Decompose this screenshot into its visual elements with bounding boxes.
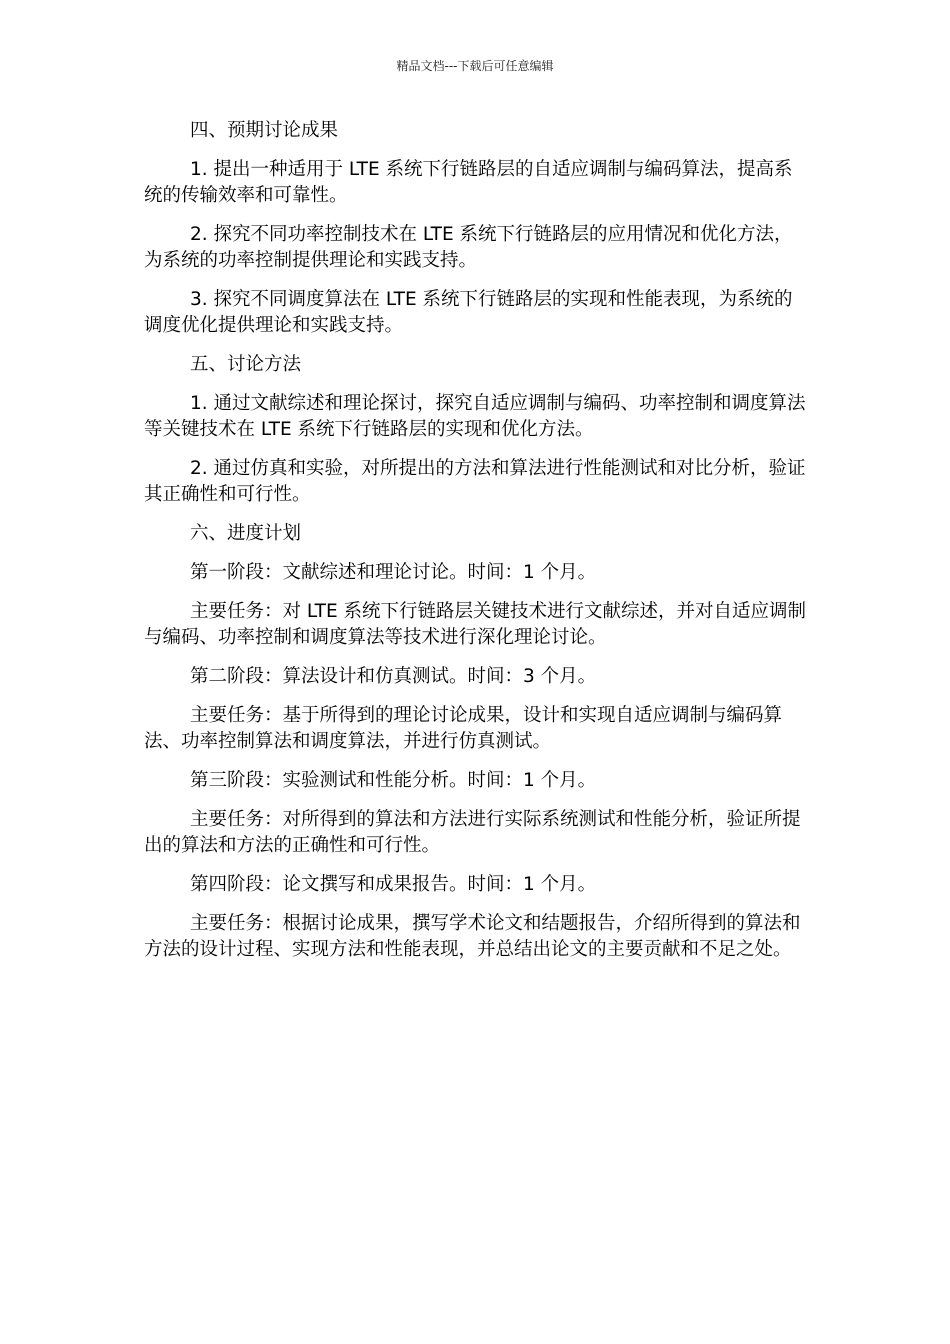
result-item-3: 3. 探究不同调度算法在 LTE 系统下行链路层的实现和性能表现，为系统的调度优化提供理论和实践支持。 xyxy=(144,289,793,336)
phase-4-tasks: 主要任务：根据讨论成果，撰写学术论文和结题报告，介绍所得到的算法和方法的设计过程、实现方法和性能表现，并总结出论文的主要贡献和不足之处。 xyxy=(144,913,801,960)
section-heading-schedule: 六、进度计划 xyxy=(190,523,302,544)
page-header: 精品文档---下载后可任意编辑 xyxy=(396,59,554,73)
phase-2-title: 第二阶段：算法设计和仿真测试。时间：3 个月。 xyxy=(190,666,597,687)
phase-4-title: 第四阶段：论文撰写和成果报告。时间：1 个月。 xyxy=(190,874,597,895)
method-item-2: 2. 通过仿真和实验，对所提出的方法和算法进行性能测试和对比分析，验证其正确性和可行性。 xyxy=(144,458,806,505)
phase-3-title: 第三阶段：实验测试和性能分析。时间：1 个月。 xyxy=(190,770,597,791)
section-heading-methods: 五、讨论方法 xyxy=(190,354,302,375)
phase-1-title: 第一阶段：文献综述和理论讨论。时间：1 个月。 xyxy=(190,562,597,583)
section-heading-expected-results: 四、预期讨论成果 xyxy=(190,120,339,141)
phase-1-tasks: 主要任务：对 LTE 系统下行链路层关键技术进行文献综述，并对自适应调制与编码、功率控制和调度算法等技术进行深化理论讨论。 xyxy=(144,601,807,648)
phase-3-tasks: 主要任务：对所得到的算法和方法进行实际系统测试和性能分析，验证所提出的算法和方法的正确性和可行性。 xyxy=(144,809,801,856)
result-item-1: 1. 提出一种适用于 LTE 系统下行链路层的自适应调制与编码算法，提高系统的传输效率和可靠性。 xyxy=(144,159,793,206)
result-item-2: 2. 探究不同功率控制技术在 LTE 系统下行链路层的应用情况和优化方法，为系统的功率控制提供理论和实践支持。 xyxy=(144,224,793,271)
phase-2-tasks: 主要任务：基于所得到的理论讨论成果，设计和实现自适应调制与编码算法、功率控制算法和调度算法，并进行仿真测试。 xyxy=(144,705,783,752)
document-body xyxy=(144,118,808,976)
method-item-1: 1. 通过文献综述和理论探讨，探究自适应调制与编码、功率控制和调度算法等关键技术在 LTE 系统下行链路层的实现和优化方法。 xyxy=(144,393,806,440)
